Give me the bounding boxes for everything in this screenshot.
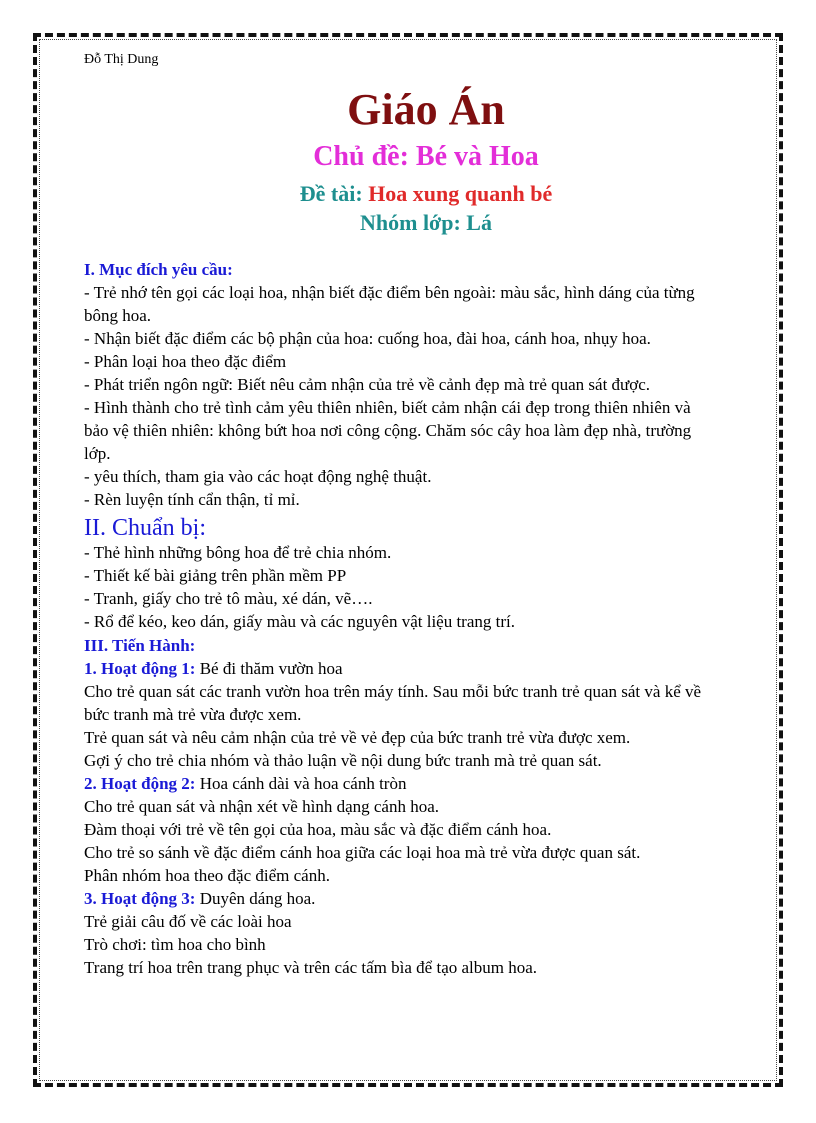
class-group: Nhóm lớp: Lá bbox=[360, 210, 492, 235]
text-line: Cho trẻ quan sát và nhận xét về hình dạng cánh hoa. bbox=[84, 797, 440, 816]
document-title: Giáo Án bbox=[347, 85, 505, 134]
text-line: - Thẻ hình những bông hoa để trẻ chia nhóm. bbox=[84, 543, 392, 562]
text-line: - yêu thích, tham gia vào các hoạt động nghệ thuật. bbox=[84, 467, 432, 486]
text-line: - Phát triển ngôn ngữ: Biết nêu cảm nhận của trẻ về cảnh đẹp mà trẻ quan sát được. bbox=[84, 375, 651, 394]
activity-heading bbox=[84, 772, 768, 795]
topic-value: Hoa xung quanh bé bbox=[368, 181, 553, 206]
activity-title: Hoa cánh dài và hoa cánh tròn bbox=[195, 774, 407, 793]
activity-number: 2. Hoạt động 2: bbox=[84, 774, 196, 793]
text-line: Trẻ giải câu đố về các loài hoa bbox=[84, 912, 292, 931]
text-line: - Tranh, giấy cho trẻ tô màu, xé dán, vẽ…. bbox=[84, 589, 373, 608]
text-line: Trẻ quan sát và nêu cảm nhận của trẻ về vẻ đẹp của bức tranh trẻ vừa được xem. bbox=[84, 728, 631, 747]
text-line: Phân nhóm hoa theo đặc điểm cánh. bbox=[84, 866, 330, 885]
document-subtitle: Chủ đề: Bé và Hoa bbox=[313, 141, 539, 172]
text-line: Cho trẻ so sánh về đặc điểm cánh hoa giữa các loại hoa mà trẻ vừa được quan sát. bbox=[84, 843, 641, 862]
author-name: Đỗ Thị Dung bbox=[84, 52, 159, 67]
topic-line bbox=[84, 180, 768, 208]
text-line: Trò chơi: tìm hoa cho bình bbox=[84, 935, 266, 954]
section-heading: III. Tiến Hành: bbox=[84, 636, 196, 655]
text-line: - Thiết kế bài giảng trên phần mềm PP bbox=[84, 566, 347, 585]
text-line: bức tranh mà trẻ vừa được xem. bbox=[84, 705, 302, 724]
section-procedure bbox=[84, 635, 768, 979]
section-objectives bbox=[84, 258, 768, 511]
text-line: Đàm thoại với trẻ về tên gọi của hoa, màu sắc và đặc điểm cánh hoa. bbox=[84, 820, 552, 839]
text-line: - Nhận biết đặc điểm các bộ phận của hoa: cuống hoa, đài hoa, cánh hoa, nhụy hoa. bbox=[84, 329, 651, 348]
section-heading: II. Chuẩn bị: bbox=[84, 515, 206, 541]
activity-number: 3. Hoạt động 3: bbox=[84, 889, 196, 908]
text-line: bảo vệ thiên nhiên: không bứt hoa nơi công cộng. Chăm sóc cây hoa làm đẹp nhà, trường bbox=[84, 421, 692, 440]
activity-heading bbox=[84, 657, 768, 680]
text-line: - Hình thành cho trẻ tình cảm yêu thiên nhiên, biết cảm nhận cái đẹp trong thiên nhiên và bbox=[84, 398, 691, 417]
activity-number: 1. Hoạt động 1: bbox=[84, 659, 196, 678]
section-heading: I. Mục đích yêu cầu: bbox=[84, 260, 233, 279]
text-line: - Rèn luyện tính cẩn thận, tỉ mỉ. bbox=[84, 490, 300, 509]
text-line: - Rổ để kéo, keo dán, giấy màu và các nguyên vật liệu trang trí. bbox=[84, 612, 515, 631]
activity-title: Duyên dáng hoa. bbox=[195, 889, 316, 908]
text-line: - Trẻ nhớ tên gọi các loại hoa, nhận biết đặc điểm bên ngoài: màu sắc, hình dáng của từng bbox=[84, 283, 695, 302]
text-line: Gợi ý cho trẻ chia nhóm và thảo luận về nội dung bức tranh mà trẻ quan sát. bbox=[84, 751, 602, 770]
section-preparation bbox=[84, 515, 768, 633]
activity-heading bbox=[84, 887, 768, 910]
text-line: lớp. bbox=[84, 444, 111, 463]
text-line: Trang trí hoa trên trang phục và trên các tấm bìa để tạo album hoa. bbox=[84, 958, 538, 977]
text-line: bông hoa. bbox=[84, 306, 152, 325]
text-line: Cho trẻ quan sát các tranh vườn hoa trên máy tính. Sau mỗi bức tranh trẻ quan sát và kể về bbox=[84, 682, 702, 701]
activity-title: Bé đi thăm vườn hoa bbox=[195, 659, 343, 678]
document-body bbox=[84, 50, 768, 979]
topic-label: Đề tài: bbox=[299, 181, 369, 206]
text-line: - Phân loại hoa theo đặc điểm bbox=[84, 352, 287, 371]
